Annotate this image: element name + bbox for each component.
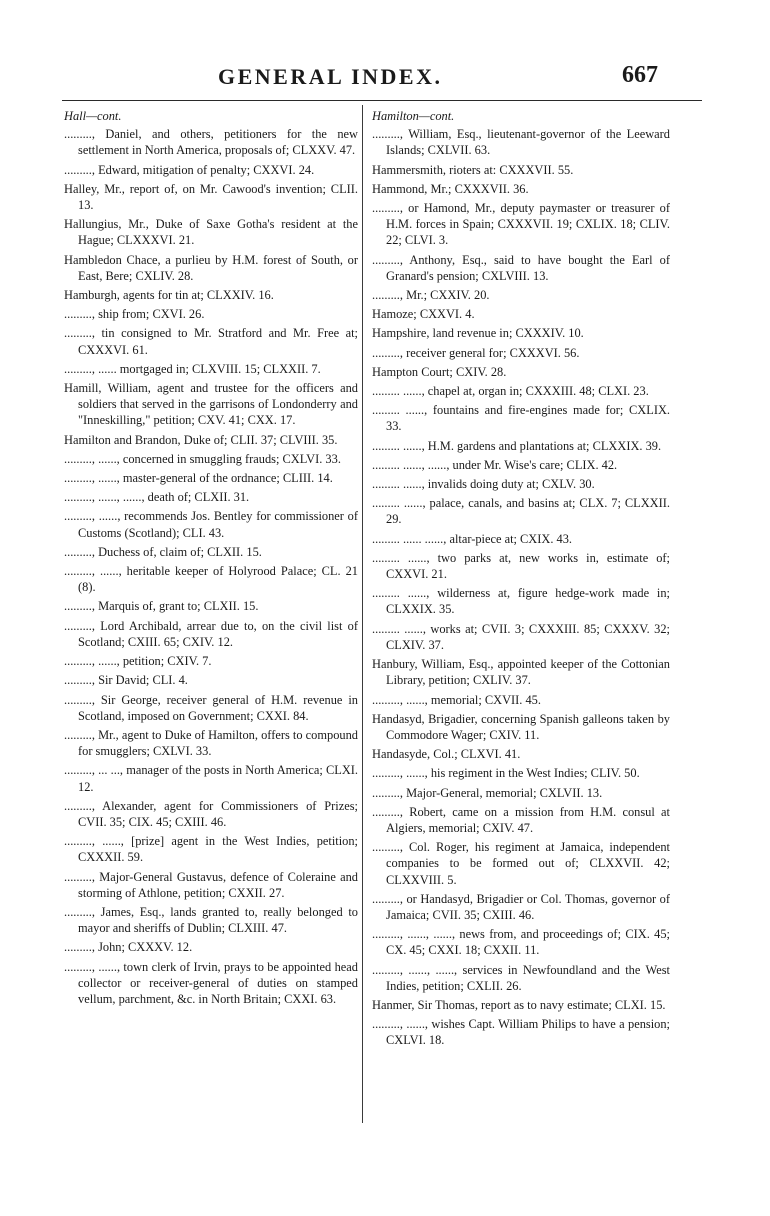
index-entry: ........., Daniel, and others, petitioners for the new settlement in North America, proposals of; CLXXV. 47. — [64, 127, 358, 158]
index-entry: ........., ......, ......, news from, and proceedings of; CIX. 45; CX. 45; CXXI. 18; CXXII. 11. — [372, 927, 670, 958]
index-entry: ......... ......, fountains and fire-engines made for; CXLIX. 33. — [372, 403, 670, 434]
index-entry: ........., ...... mortgaged in; CLXVIII. 15; CLXXII. 7. — [64, 361, 321, 376]
index-entry: ........., Duchess of, claim of; CLXII. 15. — [64, 544, 262, 559]
index-entry: ........., Sir George, receiver general of H.M. revenue in Scotland, imposed on Government; CXXI. 84. — [64, 692, 358, 723]
column-divider — [362, 105, 363, 1123]
index-entry: ......... ......, wilderness at, figure hedge-work made in; CLXXIX. 35. — [372, 586, 670, 617]
index-entry: ........., Anthony, Esq., said to have bought the Earl of Granard's pension; CXLVIII. 13. — [372, 252, 670, 283]
index-entry: ........., ship from; CXVI. 26. — [64, 307, 205, 322]
running-header — [0, 60, 770, 94]
index-entry: ........., John; CXXXV. 12. — [64, 940, 193, 955]
index-entry: ........., or Hamond, Mr., deputy paymaster or treasurer of H.M. forces in Spain; CXXXVII. 19; CXLIX. 18; CLIV. 22; CLVI. 3. — [372, 201, 670, 248]
index-entry: ........., James, Esq., lands granted to, really belonged to mayor and sheriffs of Dublin; CLXIII. 47. — [64, 904, 358, 936]
index-entry: ........., Major-General Gustavus, defence of Coleraine and storming of Athlone, petition; CXXII. 27. — [64, 869, 358, 900]
index-entry: ......... ......, invalids doing duty at; CXLV. 30. — [372, 477, 595, 492]
index-entry: ........., tin consigned to Mr. Stratford and Mr. Free at; CXXXVI. 61. — [64, 326, 358, 357]
index-entry: Hanbury, William, Esq., appointed keeper of the Cottonian Library, petition; CXLIV. 37. — [372, 657, 670, 688]
index-entry: ........., ......, his regiment in the West Indies; CLIV. 50. — [372, 766, 640, 781]
page-title: GENERAL INDEX. — [218, 64, 443, 89]
index-entry: ........., Sir David; CLI. 4. — [64, 673, 188, 688]
index-entry: ......... ......, ......, under Mr. Wise's care; CLIX. 42. — [372, 457, 618, 472]
index-entry: ......... ......, two parks at, new works in, estimate of; CXXVI. 21. — [372, 550, 670, 582]
index-entry: Hamilton and Brandon, Duke of; CLII. 37; CLVIII. 35. — [64, 432, 338, 447]
index-entry: ........., ......, [prize] agent in the West Indies, petition; CXXXII. 59. — [64, 834, 358, 865]
index-entry: ........., ......, concerned in smuggling frauds; CXLVI. 33. — [64, 451, 341, 466]
index-entry: ......... ...... ......, altar-piece at; CXIX. 43. — [372, 531, 573, 546]
index-entry: Hammond, Mr.; CXXXVII. 36. — [372, 181, 529, 196]
index-entry: Hallungius, Mr., Duke of Saxe Gotha's resident at the Hague; CLXXXVI. 21. — [64, 217, 358, 248]
index-entry: ........., Lord Archibald, arrear due to, on the civil list of Scotland; CXIII. 65; CXIV. 12. — [64, 618, 358, 649]
index-entry: ........., Alexander, agent for Commissioners of Prizes; CVII. 35; CIX. 45; CXIII. 46. — [64, 798, 358, 829]
index-entry: ........., ......, master-general of the ordnance; CLIII. 14. — [64, 471, 333, 486]
index-entry: ........., ......, petition; CXIV. 7. — [64, 654, 212, 669]
header-rule — [62, 100, 702, 101]
index-entry: ........., ......, town clerk of Irvin, prays to be appointed head collector or receiver-general of duties on stamped vellum, parchment, &c. in North Britain; CXXI. 63. — [64, 959, 358, 1006]
index-entry: Hampshire, land revenue in; CXXXIV. 10. — [372, 326, 584, 341]
index-entry: Hammersmith, rioters at: CXXXVII. 55. — [372, 162, 574, 177]
index-entry: Hanmer, Sir Thomas, report as to navy estimate; CLXI. 15. — [372, 997, 666, 1012]
index-entry: ......... ......, chapel at, organ in; CXXXIII. 48; CLXI. 23. — [372, 384, 649, 399]
page-number: 667 — [622, 62, 658, 88]
index-entry: Hamburgh, agents for tin at; CLXXIV. 16. — [64, 288, 274, 303]
index-entry: ........., Mr., agent to Duke of Hamilton, offers to compound for smugglers; CXLVI. 33. — [64, 727, 358, 759]
index-entry: ......... ......, works at; CVII. 3; CXXXIII. 85; CXXXV. 32; CLXIV. 37. — [372, 621, 670, 652]
column-heading: Hamilton—cont. — [372, 109, 455, 123]
index-entry: ........., ......, recommends Jos. Bentley for commissioner of Customs (Scotland); CLI. 43. — [64, 509, 358, 540]
index-entry: Handasyde, Col.; CLXVI. 41. — [372, 747, 521, 762]
right-column — [372, 108, 670, 1052]
index-entry: Halley, Mr., report of, on Mr. Cawood's invention; CLII. 13. — [64, 181, 358, 213]
column-heading: Hall—cont. — [64, 109, 122, 123]
index-entry: ........., ......, ......, death of; CLXII. 31. — [64, 490, 250, 505]
index-entry: ......... ......, palace, canals, and basins at; CLX. 7; CLXXII. 29. — [372, 496, 670, 527]
index-entry: ........., ... ..., manager of the posts in North America; CLXI. 12. — [64, 763, 358, 794]
index-entry: ........., Edward, mitigation of penalty; CXXVI. 24. — [64, 162, 315, 177]
index-entry: ........., ......, memorial; CXVII. 45. — [372, 692, 541, 707]
index-entry: ........., or Handasyd, Brigadier or Col. Thomas, governor of Jamaica; CVII. 35; CXIII. 46. — [372, 891, 670, 922]
index-entry: ........., Robert, came on a mission from H.M. consul at Algiers, memorial; CXIV. 47. — [372, 804, 670, 835]
index-entry: Hambledon Chace, a purlieu by H.M. forest of South, or East, Bere; CXLIV. 28. — [64, 252, 358, 283]
index-entry: ........., Marquis of, grant to; CLXII. 15. — [64, 599, 259, 614]
index-entry: ........., ......, wishes Capt. William Philips to have a pension; CXLVI. 18. — [372, 1017, 670, 1048]
index-entry: ........., Major-General, memorial; CXLVII. 13. — [372, 785, 603, 800]
index-entry: Hamoze; CXXVI. 4. — [372, 307, 475, 322]
index-entry: ........., receiver general for; CXXXVI. 56. — [372, 345, 580, 360]
index-entry: Hamill, William, agent and trustee for the officers and soldiers that served in the garrisons of Londonderry and "Inneskilling," petition; CXV. 41; CXX. 17. — [64, 381, 358, 428]
index-entry: Handasyd, Brigadier, concerning Spanish galleons taken by Commodore Wager; CXIV. 11. — [372, 711, 670, 742]
index-entry: ........., ......, ......, services in Newfoundland and the West Indies, petition; CXLII. 26. — [372, 962, 670, 993]
index-entry: ........., William, Esq., lieutenant-governor of the Leeward Islands; CXLVII. 63. — [372, 127, 670, 158]
index-entry: Hampton Court; CXIV. 28. — [372, 364, 507, 379]
index-entry: ........., Col. Roger, his regiment at Jamaica, independent companies to be formed out of; CLXXVII. 42; CLXXVIII. 5. — [372, 840, 670, 887]
index-entry: ........., ......, heritable keeper of Holyrood Palace; CL. 21 (8). — [64, 564, 358, 595]
index-entry: ........., Mr.; CXXIV. 20. — [372, 288, 490, 303]
left-column — [64, 108, 358, 1010]
index-entry: ......... ......, H.M. gardens and plantations at; CLXXIX. 39. — [372, 438, 662, 453]
